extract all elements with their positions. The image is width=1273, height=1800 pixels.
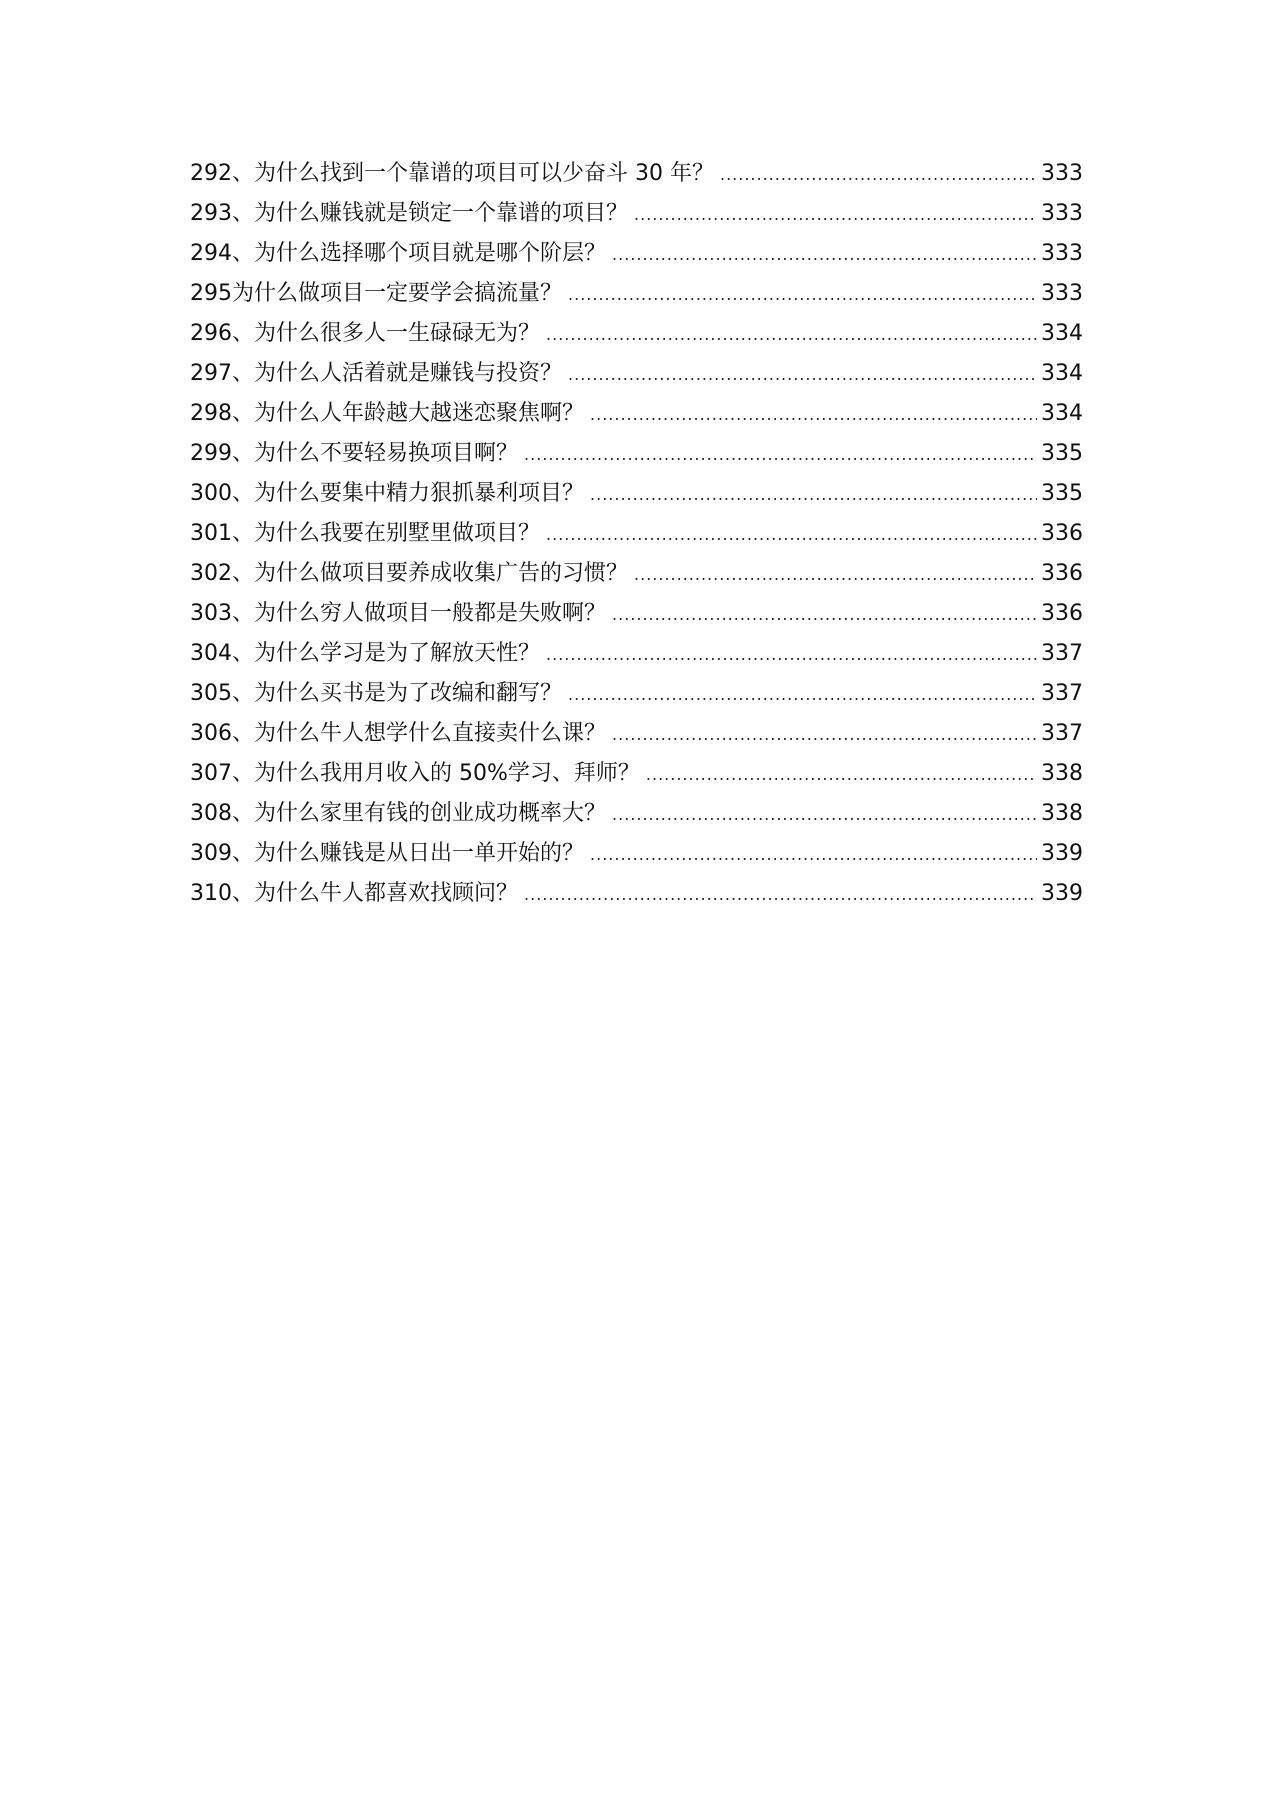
toc-entry[interactable] xyxy=(190,354,1083,394)
toc-entry-number: 303、 xyxy=(190,601,254,626)
toc-entry-number: 306、 xyxy=(190,721,254,746)
toc-entry-page: 334 xyxy=(1041,401,1083,426)
toc-entry-title: 为什么赚钱是从日出一单开始的？ xyxy=(254,841,585,866)
toc-entry-page: 339 xyxy=(1041,841,1083,866)
toc-entry-title: 为什么要集中精力狠抓暴利项目？ xyxy=(254,481,585,506)
toc-entry-page: 334 xyxy=(1041,321,1083,346)
toc-entry-page: 339 xyxy=(1041,881,1083,906)
toc-entry-page: 338 xyxy=(1041,761,1083,786)
dot-leader xyxy=(590,835,1037,875)
toc-entry-page: 333 xyxy=(1041,201,1083,226)
toc-entry[interactable] xyxy=(190,434,1083,474)
toc-entry-title: 为什么买书是为了改编和翻写？ xyxy=(254,681,563,706)
toc-entry[interactable] xyxy=(190,594,1083,634)
dot-leader xyxy=(590,395,1037,435)
toc-entry[interactable] xyxy=(190,474,1083,514)
dot-leader xyxy=(634,195,1037,235)
toc-entry-title: 为什么我用月收入的 50%学习、拜师？ xyxy=(254,761,640,786)
dot-leader xyxy=(546,315,1037,355)
toc-entry[interactable] xyxy=(190,874,1083,914)
toc-entry-page: 336 xyxy=(1041,521,1083,546)
toc-entry[interactable] xyxy=(190,554,1083,594)
table-of-contents xyxy=(190,154,1083,914)
toc-entry[interactable] xyxy=(190,314,1083,354)
toc-entry[interactable] xyxy=(190,634,1083,674)
toc-entry-number: 309、 xyxy=(190,841,254,866)
toc-entry-number: 298、 xyxy=(190,401,254,426)
dot-leader xyxy=(524,435,1037,475)
dot-leader xyxy=(590,475,1037,515)
toc-entry[interactable] xyxy=(190,754,1083,794)
toc-entry-number: 305、 xyxy=(190,681,254,706)
dot-leader xyxy=(612,715,1037,755)
dot-leader xyxy=(568,275,1037,315)
dot-leader xyxy=(524,875,1037,915)
toc-entry-number: 297、 xyxy=(190,361,254,386)
toc-entry-number: 300、 xyxy=(190,481,254,506)
toc-entry-title: 为什么牛人都喜欢找顾问？ xyxy=(254,881,519,906)
dot-leader xyxy=(568,355,1037,395)
dot-leader xyxy=(634,555,1037,595)
dot-leader xyxy=(720,155,1037,195)
toc-entry-page: 333 xyxy=(1041,161,1083,186)
toc-entry[interactable] xyxy=(190,274,1083,314)
dot-leader xyxy=(612,235,1037,275)
toc-entry[interactable] xyxy=(190,194,1083,234)
toc-entry-page: 335 xyxy=(1041,481,1083,506)
toc-entry-title: 为什么牛人想学什么直接卖什么课？ xyxy=(254,721,607,746)
toc-entry-title: 为什么做项目要养成收集广告的习惯？ xyxy=(254,561,629,586)
toc-entry-number: 310、 xyxy=(190,881,254,906)
toc-entry-title: 为什么选择哪个项目就是哪个阶层？ xyxy=(254,241,607,266)
dot-leader xyxy=(568,675,1037,715)
toc-entry-title: 为什么做项目一定要学会搞流量？ xyxy=(232,281,563,306)
toc-entry-title: 为什么我要在别墅里做项目？ xyxy=(254,521,541,546)
toc-entry[interactable] xyxy=(190,674,1083,714)
toc-entry[interactable] xyxy=(190,714,1083,754)
toc-entry-title: 为什么很多人一生碌碌无为？ xyxy=(254,321,541,346)
toc-entry[interactable] xyxy=(190,234,1083,274)
toc-entry-page: 338 xyxy=(1041,801,1083,826)
toc-entry-page: 334 xyxy=(1041,361,1083,386)
toc-entry-page: 337 xyxy=(1041,641,1083,666)
toc-entry-title: 为什么找到一个靠谱的项目可以少奋斗 30 年？ xyxy=(254,161,714,186)
toc-entry[interactable] xyxy=(190,794,1083,834)
toc-entry-number: 304、 xyxy=(190,641,254,666)
toc-entry-page: 337 xyxy=(1041,721,1083,746)
toc-entry-number: 307、 xyxy=(190,761,254,786)
toc-entry-number: 296、 xyxy=(190,321,254,346)
toc-entry-number: 295 xyxy=(190,281,232,306)
dot-leader xyxy=(646,755,1037,795)
toc-entry-title: 为什么穷人做项目一般都是失败啊？ xyxy=(254,601,607,626)
toc-entry-page: 336 xyxy=(1041,601,1083,626)
toc-entry-page: 337 xyxy=(1041,681,1083,706)
toc-entry-title: 为什么赚钱就是锁定一个靠谱的项目？ xyxy=(254,201,629,226)
toc-entry-number: 294、 xyxy=(190,241,254,266)
toc-entry-title: 为什么学习是为了解放天性？ xyxy=(254,641,541,666)
dot-leader xyxy=(546,515,1037,555)
toc-entry-number: 308、 xyxy=(190,801,254,826)
dot-leader xyxy=(612,595,1037,635)
toc-entry[interactable] xyxy=(190,394,1083,434)
toc-entry-title: 为什么人活着就是赚钱与投资？ xyxy=(254,361,563,386)
toc-entry[interactable] xyxy=(190,834,1083,874)
dot-leader xyxy=(612,795,1037,835)
toc-entry-number: 292、 xyxy=(190,161,254,186)
toc-entry-number: 302、 xyxy=(190,561,254,586)
dot-leader xyxy=(546,635,1037,675)
toc-entry[interactable] xyxy=(190,154,1083,194)
toc-entry-number: 299、 xyxy=(190,441,254,466)
toc-entry-page: 336 xyxy=(1041,561,1083,586)
toc-entry-page: 333 xyxy=(1041,241,1083,266)
toc-entry-title: 为什么不要轻易换项目啊？ xyxy=(254,441,519,466)
toc-entry-title: 为什么人年龄越大越迷恋聚焦啊？ xyxy=(254,401,585,426)
toc-entry-number: 301、 xyxy=(190,521,254,546)
toc-entry-page: 335 xyxy=(1041,441,1083,466)
toc-entry-page: 333 xyxy=(1041,281,1083,306)
toc-entry[interactable] xyxy=(190,514,1083,554)
toc-entry-number: 293、 xyxy=(190,201,254,226)
toc-entry-title: 为什么家里有钱的创业成功概率大？ xyxy=(254,801,607,826)
